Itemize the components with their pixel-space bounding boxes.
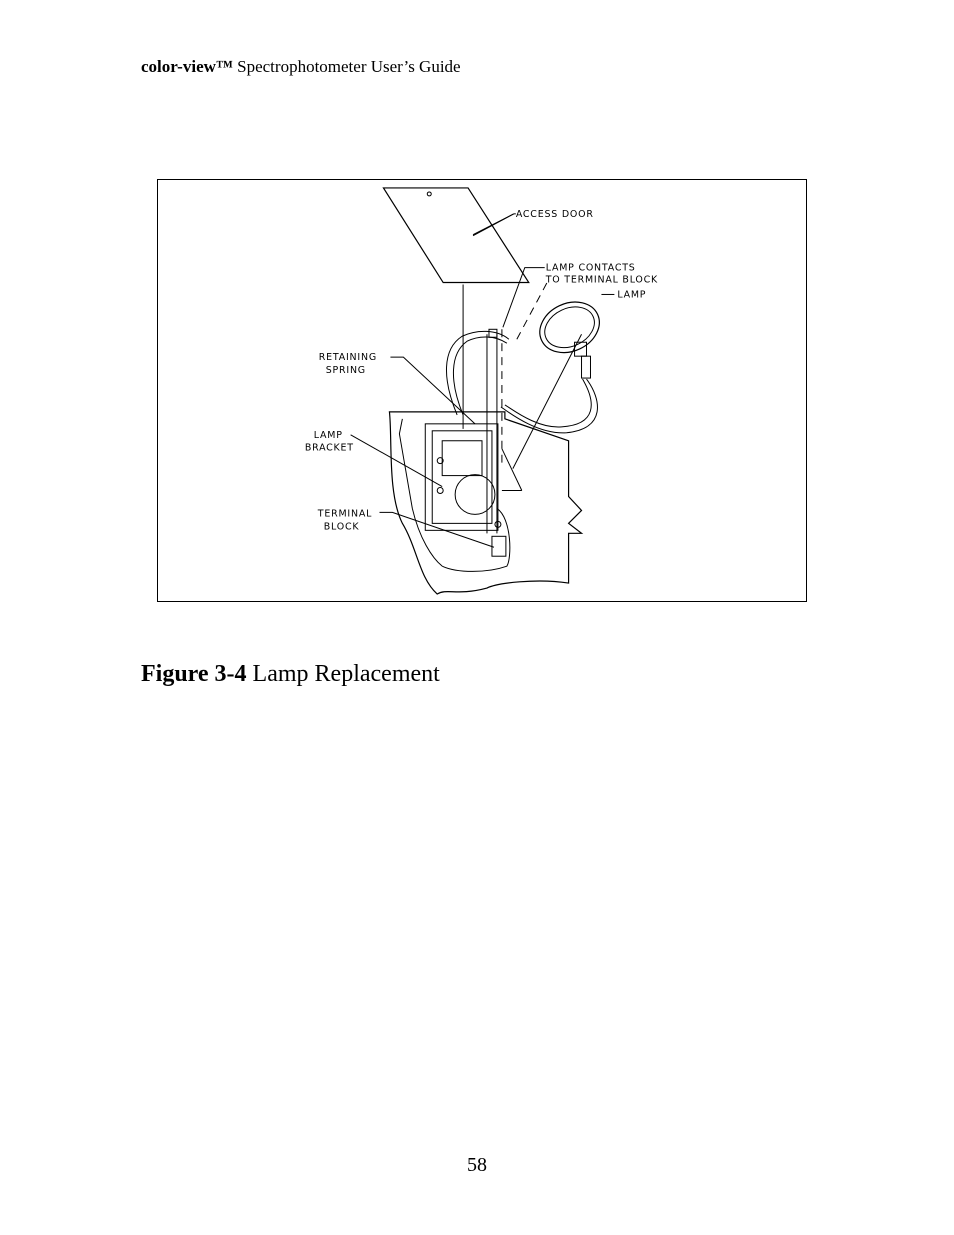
callout-lamp-contacts-line2: TO TERMINAL BLOCK — [545, 274, 659, 286]
guide-lines — [463, 280, 581, 534]
lamp-illustration — [501, 293, 608, 433]
callout-terminal-block-line2: BLOCK — [323, 521, 360, 533]
callout-lamp-bracket-line2: BRACKET — [304, 442, 354, 454]
access-door-illustration — [383, 188, 528, 283]
running-header — [141, 57, 461, 77]
figure-caption-text: Lamp Replacement — [252, 661, 440, 687]
header-title: Spectrophotometer User’s Guide — [237, 57, 461, 76]
callout-retaining-spring-line2: SPRING — [325, 365, 366, 377]
callout-retaining-spring-line1: RETAINING — [318, 352, 377, 364]
page-number: 58 — [467, 1154, 487, 1176]
callout-terminal-block-line1: TERMINAL — [317, 508, 373, 520]
header-product-name: color-view™ — [141, 57, 233, 76]
callout-lamp: LAMP — [617, 289, 647, 301]
callout-lamp-bracket-line1: LAMP — [313, 429, 343, 441]
figure-caption — [141, 661, 440, 688]
housing-illustration — [389, 412, 581, 594]
retaining-spring-illustration — [446, 329, 508, 415]
figure-caption-label: Figure 3-4 — [141, 661, 247, 687]
callout-lamp-contacts-line1: LAMP CONTACTS — [545, 262, 636, 274]
lamp-replacement-figure — [157, 179, 807, 602]
callout-access-door: ACCESS DOOR — [515, 208, 594, 220]
lamp-replacement-drawing — [158, 180, 806, 601]
